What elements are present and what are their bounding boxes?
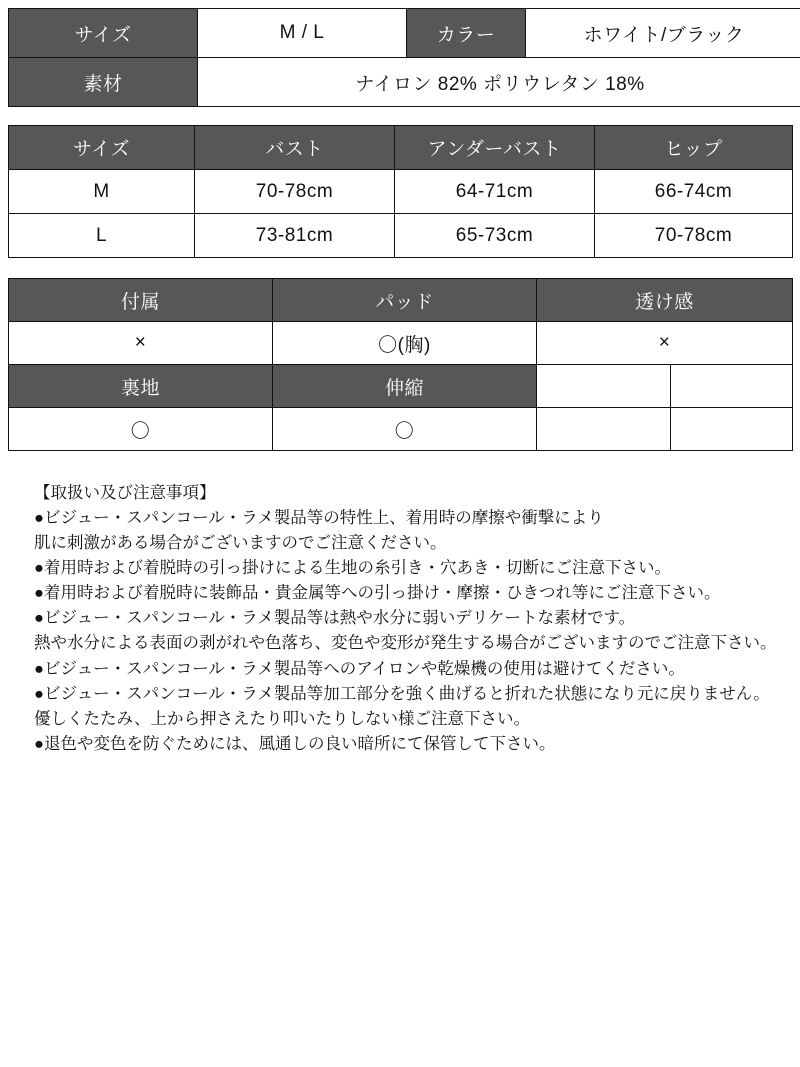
care-notes xyxy=(8,481,792,757)
measure-m-hip: 66-74cm xyxy=(595,170,793,214)
spec-material-value: ナイロン 82% ポリウレタン 18% xyxy=(198,58,800,107)
attr-value-lining: 〇 xyxy=(9,408,273,451)
attr-blank-cell-1 xyxy=(537,365,671,408)
attr-value-accessory: × xyxy=(9,322,273,365)
care-note-line: ●ビジュー・スパンコール・ラメ製品等加工部分を強く曲げると折れた状態になり元に戻りません。 xyxy=(34,684,770,703)
measure-m-underbust: 64-71cm xyxy=(395,170,595,214)
measure-header-underbust: アンダーバスト xyxy=(395,126,595,170)
spec-size-value: M / L xyxy=(198,9,407,58)
care-note-line: ●着用時および着脱時に装飾品・貴金属等への引っ掛け・摩擦・ひきつれ等にご注意下さい。 xyxy=(34,584,721,603)
care-notes-title: 【取扱い及び注意事項】 xyxy=(34,484,216,502)
care-note-line: ●退色や変色を防ぐためには、風通しの良い暗所にて保管して下さい。 xyxy=(34,734,556,753)
care-note-line: 肌に刺激がある場合がございますのでご注意ください。 xyxy=(34,534,447,553)
measure-m-size: M xyxy=(9,170,195,214)
table-row xyxy=(9,58,800,107)
table-row xyxy=(9,214,793,258)
measure-header-hip: ヒップ xyxy=(595,126,793,170)
spec-table xyxy=(8,8,800,107)
attr-value-pad: 〇(胸) xyxy=(273,322,537,365)
measurements-header-row xyxy=(9,126,793,170)
spec-material-label: 素材 xyxy=(9,58,198,107)
attributes-table xyxy=(8,278,793,451)
attr-header-stretch: 伸縮 xyxy=(273,365,537,408)
measure-l-hip: 70-78cm xyxy=(595,214,793,258)
spec-size-label: サイズ xyxy=(9,9,198,58)
measure-l-size: L xyxy=(9,214,195,258)
attr-header-pad: パッド xyxy=(273,279,537,322)
attr-blank-cell-3 xyxy=(537,408,671,451)
measure-l-bust: 73-81cm xyxy=(195,214,395,258)
table-row xyxy=(9,408,793,451)
measure-l-underbust: 65-73cm xyxy=(395,214,595,258)
attr-header-sheerness: 透け感 xyxy=(537,279,793,322)
attr-blank-cell-4 xyxy=(671,408,793,451)
care-note-line: ●着用時および着脱時の引っ掛けによる生地の糸引き・穴あき・切断にご注意下さい。 xyxy=(34,559,671,578)
table-row xyxy=(9,170,793,214)
spec-color-value: ホワイト/ブラック xyxy=(526,9,800,58)
attr-value-stretch: 〇 xyxy=(273,408,537,451)
care-note-line: ●ビジュー・スパンコール・ラメ製品等の特性上、着用時の摩擦や衝撃により xyxy=(34,509,604,528)
attributes-header-row xyxy=(9,279,793,322)
care-note-line: ●ビジュー・スパンコール・ラメ製品等へのアイロンや乾燥機の使用は避けてください。 xyxy=(34,659,685,678)
attr-blank-cell-2 xyxy=(671,365,793,408)
spec-color-label: カラー xyxy=(407,9,526,58)
measure-m-bust: 70-78cm xyxy=(195,170,395,214)
measure-header-bust: バスト xyxy=(195,126,395,170)
measure-header-size: サイズ xyxy=(9,126,195,170)
measurements-table xyxy=(8,125,793,258)
care-note-line: ●ビジュー・スパンコール・ラメ製品等は熱や水分に弱いデリケートな素材です。 xyxy=(34,609,636,628)
care-note-line: 熱や水分による表面の剥がれや色落ち、変色や変形が発生する場合がございますのでご注意下さい。 xyxy=(34,634,777,653)
care-note-line: 優しくたたみ、上から押さえたり叩いたりしない様ご注意下さい。 xyxy=(34,709,530,728)
attr-value-sheerness: × xyxy=(537,322,793,365)
attr-header-accessory: 付属 xyxy=(9,279,273,322)
attr-header-lining: 裏地 xyxy=(9,365,273,408)
attributes-header-row-2 xyxy=(9,365,793,408)
table-row xyxy=(9,9,800,58)
table-row xyxy=(9,322,793,365)
